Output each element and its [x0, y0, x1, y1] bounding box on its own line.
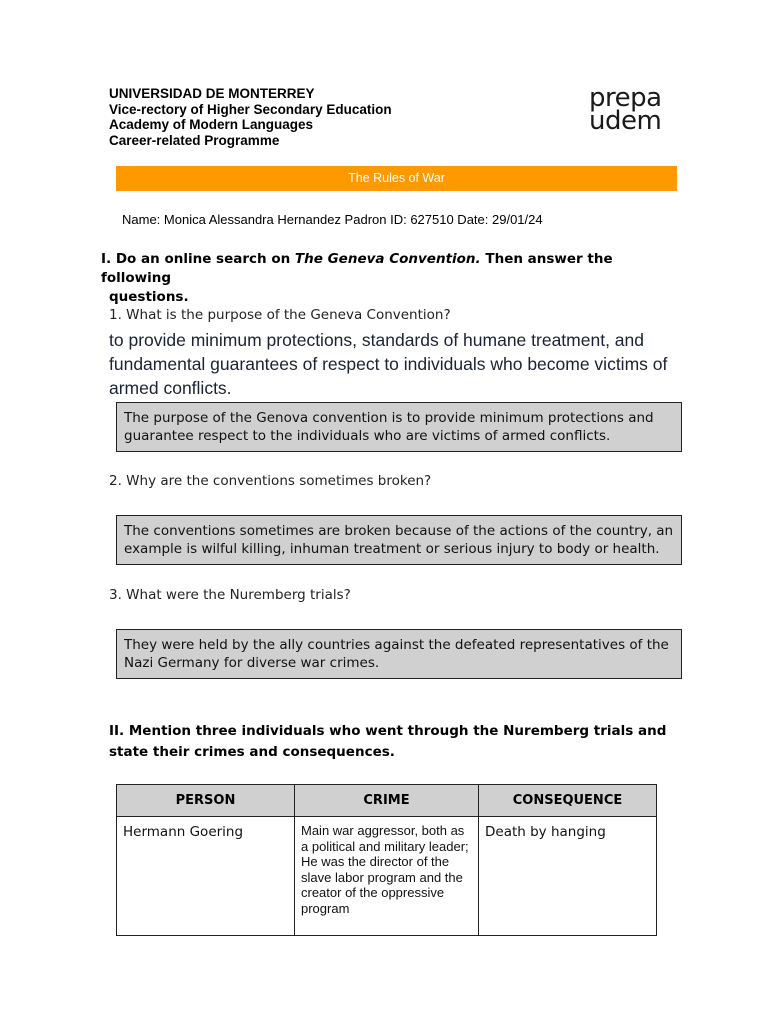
pasted-answer-1: to provide minimum protections, standards of humane treatment, and fundamental guarantees of respect to individuals who become victims of armed conflicts.	[109, 330, 668, 398]
academy: Academy of Modern Languages	[109, 117, 314, 132]
cell-crime: Main war aggressor, both as a political and military leader; He was the director of the slave labor program and the creator of the oppressive program	[295, 817, 479, 936]
programme: Career-related Programme	[109, 132, 280, 148]
question-3: 3. What were the Nuremberg trials?	[109, 587, 351, 603]
answer-box-2: The conventions sometimes are broken because of the actions of the country, an example is wilful killing, inhuman treatment or serious injury to body or health.	[116, 515, 682, 565]
vice-rectory: Vice-rectory of Higher Secondary Education	[109, 101, 392, 117]
section-2-heading: II. Mention three individuals who went through the Nuremberg trials and state their crimes and consequences.	[109, 723, 667, 760]
question-1: 1. What is the purpose of the Geneva Convention?	[109, 307, 451, 323]
cell-person: Hermann Goering	[117, 817, 295, 936]
section-1-italic: The Geneva Convention.	[294, 251, 481, 267]
institution-header	[109, 86, 392, 148]
header-consequence: CONSEQUENCE	[479, 785, 657, 817]
trials-table	[116, 784, 657, 936]
header-crime: CRIME	[295, 785, 479, 817]
section-1-prefix: I. Do an online search on	[101, 251, 295, 267]
prepa-udem-logo	[589, 83, 662, 136]
cell-consequence: Death by hanging	[479, 817, 657, 936]
title-banner: The Rules of War	[116, 166, 677, 191]
logo-bottom: udem	[589, 106, 662, 136]
question-2: 2. Why are the conventions sometimes broken?	[109, 473, 432, 489]
section-1-heading	[101, 250, 661, 307]
answer-box-3: They were held by the ally countries against the defeated representatives of the Nazi Germany for diverse war crimes.	[116, 629, 682, 679]
table-row	[117, 817, 657, 936]
logo-top: prepa	[589, 83, 662, 113]
section-1-line2: questions.	[109, 289, 189, 305]
student-info: Name: Monica Alessandra Hernandez Padron ID: 627510 Date: 29/01/24	[122, 212, 543, 227]
answer-box-1: The purpose of the Genova convention is to provide minimum protections and guarantee respect to the individuals who are victims of armed conflicts.	[116, 402, 682, 452]
header-person: PERSON	[117, 785, 295, 817]
university-name: UNIVERSIDAD DE MONTERREY	[109, 86, 315, 101]
section-1-suffix: Then answer the following	[101, 251, 613, 286]
